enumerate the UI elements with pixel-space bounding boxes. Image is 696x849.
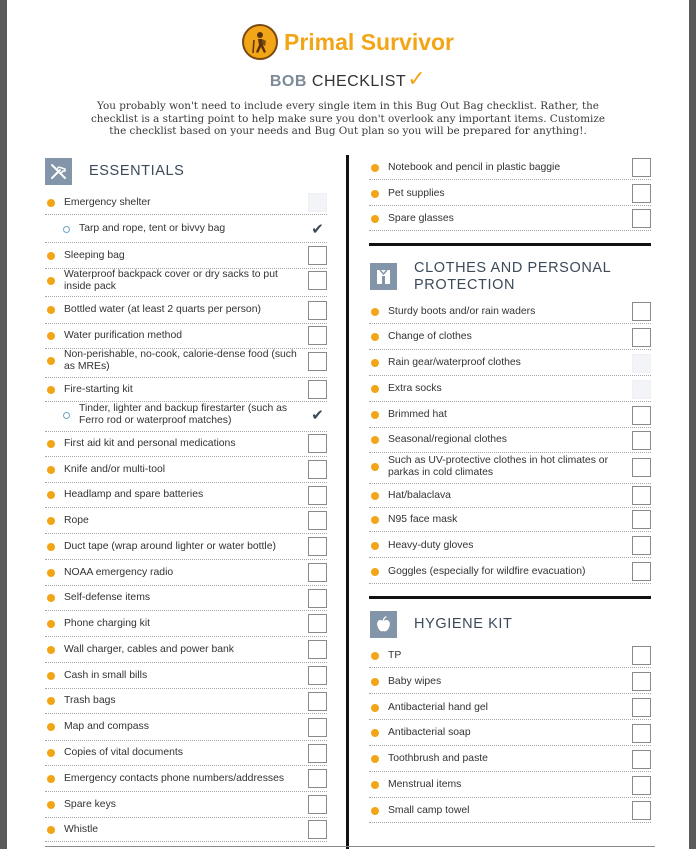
dot-bullet-icon [371,411,379,419]
dot-bullet-icon [371,463,379,471]
checklist-item [369,484,651,508]
item-checkbox[interactable] [632,328,651,347]
checklist-item [45,534,327,560]
checklist-item [45,586,327,611]
column-divider [346,155,349,849]
dot-bullet-icon [47,646,55,654]
dot-bullet-icon [371,516,379,524]
checklist-item [45,508,327,534]
checklist-item [369,428,651,453]
item-label: Menstrual items [388,779,462,790]
item-label: Sleeping bag [64,249,125,261]
subtitle-main: CHECKLIST [311,73,407,90]
hygiene-header [370,611,512,638]
shirt-icon [370,263,397,290]
item-checkbox[interactable] [632,672,651,691]
dot-bullet-icon [47,672,55,680]
item-label: Rope [64,514,89,526]
item-label: Brimmed hat [388,409,447,420]
item-label: Spare glasses [388,212,454,224]
item-label: Pet supplies [388,187,445,199]
dot-bullet-icon [47,543,55,551]
circle-bullet-icon [63,226,70,233]
dot-bullet-icon [371,729,379,737]
checklist-item [369,377,651,402]
item-checkbox[interactable] [308,769,327,788]
item-label: Map and compass [64,721,149,732]
dot-bullet-icon [47,332,55,340]
item-label: Wall charger, cables and power bank [64,643,234,655]
checklist-item [45,766,327,792]
item-label: Trash bags [64,695,116,706]
item-checkbox[interactable] [308,614,327,633]
item-label: Phone charging kit [64,617,151,629]
item-label: Emergency shelter [64,196,151,208]
intro-text: You probably won't need to include every single item in this Bug Out Bag checklist. Rather, the checklist is a starting point to help make sure you don't overlook any important items. Customize the checklist based on your needs and Bug Out plan so you will be prepared for anything!. [90,100,606,137]
item-checkbox[interactable]: ✔ [311,220,324,238]
item-checkbox[interactable] [308,193,327,212]
item-checkbox[interactable] [308,511,327,530]
item-checkbox[interactable] [632,209,651,228]
checklist-item [369,403,651,428]
item-checkbox[interactable] [632,776,651,795]
checklist-item [45,818,327,842]
item-label: Spare keys [64,798,116,810]
checklist-subitem [45,216,327,243]
item-checkbox[interactable] [632,354,651,373]
item-label: Non-perishable, no-cook, calorie-dense food (such as MREs) [64,349,297,372]
item-label: Change of clothes [388,331,472,342]
item-checkbox[interactable] [632,562,651,581]
checklist-item [369,325,651,350]
checklist-item [369,300,651,324]
dot-bullet-icon [371,807,379,815]
item-label: Rain gear/waterproof clothes [388,357,521,368]
item-label: Antibacterial hand gel [388,701,488,713]
dot-bullet-icon [371,385,379,393]
dot-bullet-icon [47,697,55,705]
item-label: Goggles (especially for wildfire evacuation) [388,565,586,577]
checklist-item [45,792,327,818]
item-checkbox[interactable] [632,184,651,203]
dot-bullet-icon [47,252,55,260]
subtitle-prefix: BOB [269,73,307,90]
checklist-item [369,207,651,231]
checklist-item [45,345,327,378]
item-checkbox[interactable] [632,510,651,529]
checklist-item [45,297,327,324]
item-checkbox[interactable] [308,246,327,265]
checklist-item [45,431,327,457]
item-label: Sturdy boots and/or rain waders [388,305,536,317]
dot-bullet-icon [47,440,55,448]
item-checkbox[interactable] [632,698,651,717]
checklist-item [369,351,651,376]
item-checkbox[interactable] [308,589,327,608]
item-checkbox[interactable] [632,750,651,769]
item-checkbox[interactable] [308,352,327,371]
checklist-page [7,0,689,849]
item-checkbox[interactable] [308,380,327,399]
dot-bullet-icon [371,755,379,763]
item-label: Copies of vital documents [64,747,183,758]
item-checkbox[interactable] [308,301,327,320]
item-label: Whistle [64,823,99,835]
dot-bullet-icon [371,359,379,367]
dot-bullet-icon [47,749,55,757]
dot-bullet-icon [371,308,379,316]
checklist-item [369,696,651,720]
clothes-title-line2: PROTECTION [414,277,516,293]
checklist-item [45,457,327,483]
dot-bullet-icon [371,215,379,223]
item-label: TP [388,649,402,661]
dot-bullet-icon [47,466,55,474]
dot-bullet-icon [47,491,55,499]
essentials-title: ESSENTIALS [89,163,185,179]
checklist-item [369,747,651,772]
item-checkbox[interactable] [632,646,651,665]
item-checkbox[interactable] [308,326,327,345]
checklist-item [369,773,651,798]
item-label: First aid kit and personal medications [64,437,236,449]
dot-bullet-icon [47,594,55,602]
item-checkbox[interactable] [308,434,327,453]
checklist-item [45,689,327,714]
item-label: Knife and/or multi-tool [64,463,166,475]
checklist-item [369,799,651,823]
item-label: Such as UV-protective clothes in hot climates or parkas in cold climates [388,455,609,478]
brand-header [7,24,689,60]
checklist-item [45,663,327,689]
item-label: Cash in small bills [64,669,148,681]
checklist-subtitle [7,66,689,92]
item-label: Duct tape (wrap around lighter or water bottle) [64,540,276,552]
dot-bullet-icon [371,190,379,198]
item-label: Emergency contacts phone numbers/addresses [64,772,285,784]
dot-bullet-icon [371,704,379,712]
item-checkbox[interactable] [308,486,327,505]
item-label: Fire-starting kit [64,383,133,395]
essentials-header [45,158,184,185]
item-label: Heavy-duty gloves [388,539,474,551]
item-label: Tarp and rope, tent or bivvy bag [79,223,226,234]
item-checkbox[interactable] [308,537,327,556]
checklist-item [369,560,651,584]
checklist-item [369,721,651,746]
dot-bullet-icon [47,775,55,783]
item-label: Waterproof backpack cover or dry sacks to put inside pack [64,268,278,292]
item-label: N95 face mask [388,513,458,525]
checklist-item [369,508,651,532]
item-label: Bottled water (at least 2 quarts per person) [64,304,261,315]
dot-bullet-icon [371,678,379,686]
item-checkbox[interactable] [632,158,651,177]
clothes-header [370,259,611,294]
checklist-item [45,265,327,297]
page-bottom-rule [45,846,655,847]
item-checkbox[interactable] [308,271,327,290]
item-checkbox[interactable] [308,692,327,711]
checklist-item [45,637,327,663]
checklist-item [45,714,327,741]
dot-bullet-icon [371,333,379,341]
item-label: Extra socks [388,383,442,394]
checklist-item [45,560,327,586]
item-checkbox[interactable] [308,795,327,814]
checklist-subitem [45,399,327,432]
item-checkbox[interactable] [308,666,327,685]
item-checkbox[interactable] [632,724,651,743]
item-label: Notebook and pencil in plastic baggie [388,161,561,173]
section-rule [369,243,651,246]
dot-bullet-icon [47,723,55,731]
clothes-title-line1: CLOTHES AND PERSONAL [414,260,612,276]
hiker-logo-icon [242,24,278,60]
dot-bullet-icon [371,652,379,660]
dot-bullet-icon [371,568,379,576]
checklist-item [45,191,327,215]
item-label: Water purification method [64,329,183,341]
item-label: Toothbrush and paste [388,753,488,764]
hygiene-title: HYGIENE KIT [414,616,513,632]
section-rule [369,596,651,599]
checklist-item [45,741,327,766]
checklist-item [369,182,651,206]
checklist-item [369,534,651,558]
item-checkbox[interactable] [308,640,327,659]
item-label: Headlamp and spare batteries [64,489,204,500]
dot-bullet-icon [47,277,55,285]
checklist-item [45,483,327,508]
item-label: Baby wipes [388,675,442,687]
checklist-item [369,156,651,180]
item-label: Small camp towel [388,804,470,816]
dot-bullet-icon [371,492,379,500]
dot-bullet-icon [47,826,55,834]
item-checkbox[interactable] [308,718,327,737]
dot-bullet-icon [47,306,55,314]
checklist-item [45,611,327,637]
item-label: NOAA emergency radio [64,566,174,578]
item-checkbox[interactable] [632,302,651,321]
item-checkbox[interactable] [632,536,651,555]
dot-bullet-icon [371,164,379,172]
tools-icon [45,158,72,185]
item-checkbox[interactable] [308,744,327,763]
dot-bullet-icon [47,357,55,365]
item-checkbox[interactable] [632,406,651,425]
apple-icon [370,611,397,638]
item-label: Self-defense items [64,592,151,603]
item-checkbox[interactable]: ✔ [311,406,324,424]
checklist-item [369,670,651,694]
item-checkbox[interactable] [308,460,327,479]
dot-bullet-icon [47,801,55,809]
dot-bullet-icon [47,517,55,525]
item-checkbox[interactable] [632,431,651,450]
dot-bullet-icon [47,569,55,577]
dot-bullet-icon [47,620,55,628]
item-label: Tinder, lighter and backup firestarter (such as Ferro rod or waterproof matches) [79,403,288,426]
dot-bullet-icon [371,781,379,789]
dot-bullet-icon [47,199,55,207]
item-label: Hat/balaclava [388,489,451,501]
dot-bullet-icon [371,436,379,444]
dot-bullet-icon [371,542,379,550]
checklist-item [369,451,651,484]
item-label: Seasonal/regional clothes [388,434,507,445]
item-checkbox[interactable] [308,563,327,582]
dot-bullet-icon [47,386,55,394]
item-checkbox[interactable] [632,458,651,477]
circle-bullet-icon [63,412,70,419]
item-checkbox[interactable] [308,820,327,839]
checklist-item [369,644,651,668]
item-label: Antibacterial soap [388,727,471,738]
item-checkbox[interactable] [632,801,651,820]
item-checkbox[interactable] [632,380,651,399]
item-checkbox[interactable] [632,486,651,505]
checkmark-icon: ✓ [407,66,427,91]
brand-name: Primal Survivor [283,28,455,55]
